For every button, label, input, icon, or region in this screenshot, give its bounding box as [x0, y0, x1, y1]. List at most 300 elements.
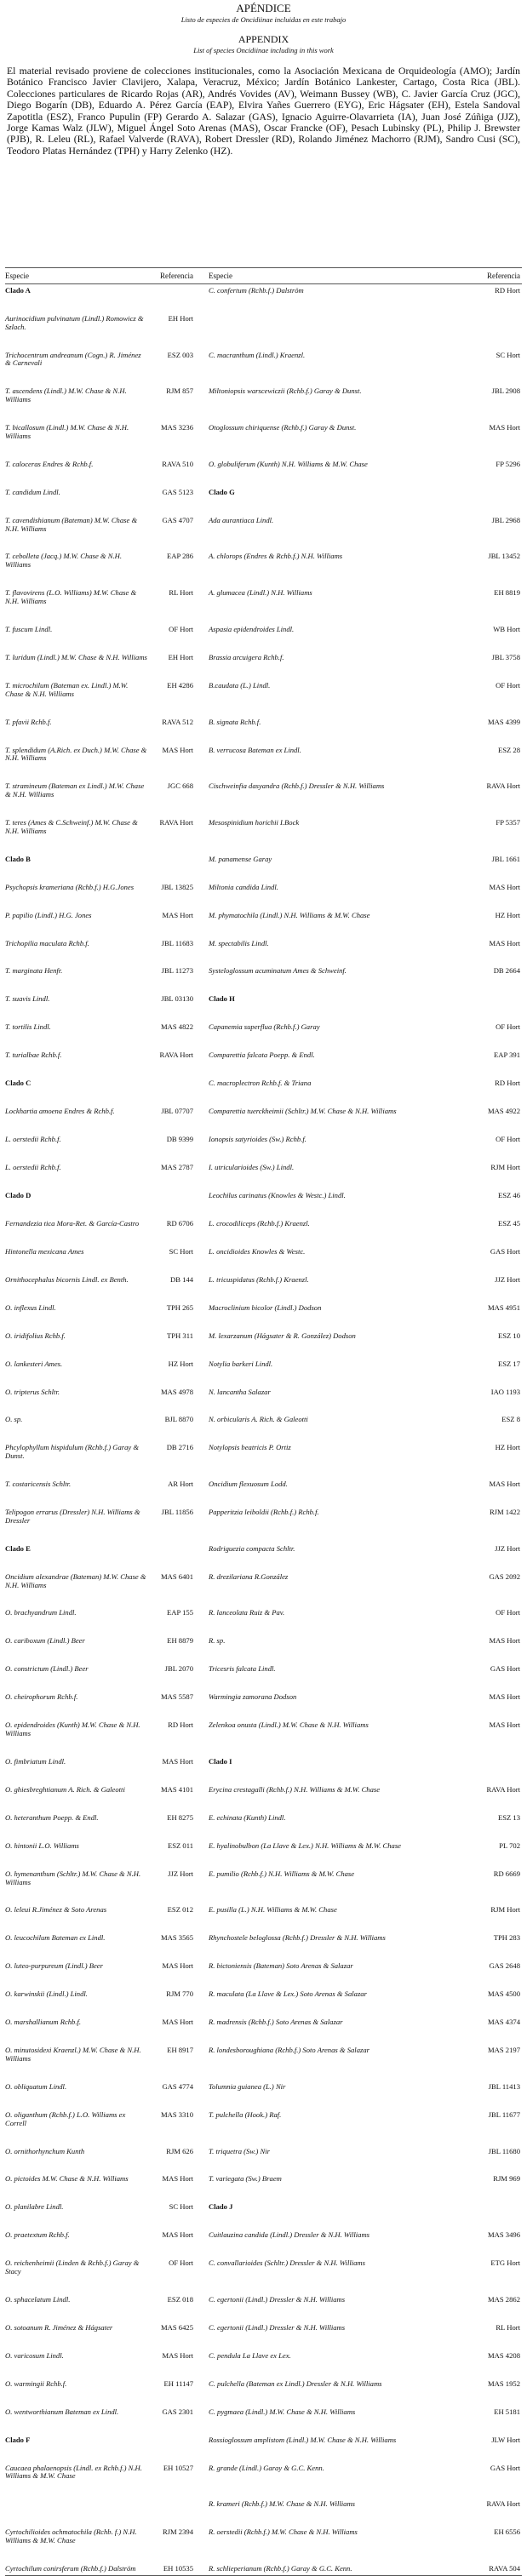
species-right: Oncidium flexuosum Lodd. [209, 1480, 288, 1489]
species-left: T. luridum (Lindl.) M.W. Chase & N.H. Williams [5, 652, 147, 661]
species-right: Systeloglossum acuminatum Ames & Schweinf. [209, 966, 347, 976]
reference-right: RAVA 504 [489, 2564, 520, 2573]
reference-left: DB 144 [170, 1274, 193, 1284]
species-right: M. panamense Garay [209, 854, 272, 863]
table-row [5, 654, 522, 662]
species-right: Clado H [209, 994, 235, 1004]
species-right: C. pendula La Llave ex Lex. [209, 2350, 291, 2360]
species-left: Caucaea phalaenopsis (Lindl. ex Rchb.f.) N.H. Williams & M.W. Chase [5, 2463, 142, 2481]
reference-left: MAS 6401 [161, 1571, 193, 1581]
table-row [5, 747, 522, 764]
species-right: Miltoniopsis warscewiczii (Rchb.f.) Garay & Dunst. [209, 386, 362, 396]
table-row [5, 1842, 522, 1851]
table-row [5, 2296, 522, 2304]
table-row [5, 287, 522, 295]
table-row [5, 1609, 522, 1617]
reference-left: RAVA Hort [159, 817, 193, 827]
table-row [5, 1164, 522, 1172]
species-left: O. hintonii L.O. Williams [5, 1840, 79, 1850]
species-right: Cischweinfia dasyandra (Rchb.f.) Dressler & N.H. Williams [209, 781, 385, 791]
species-right: E. echinata (Kunth) Lindl. [209, 1812, 286, 1822]
species-right: R. grande (Lindl.) Garay & G.C. Kenn. [209, 2463, 324, 2472]
intro-paragraph: El material revisado proviene de colecciones institucionales, como la Asociación Mexicana de Orquideología (AMO); Jardín Botánico Francisco Javier Clavijero, Xalapa, Veracruz, México; Jardín Botánico Lankester, Cartago, Costa Rica (JBL). Colecciones particulares de Ricardo Rojas (AR), Andrés Vovides (AV), Weimann Bussey (WB), C. Javier García Cruz (JGC), Diego Bogarín (DB), Eduardo A. Pérez García (EAP), Elvira Yañes Guerrero (EYG), Eric Hágsater (EH), Estela Sandoval Zapotitla (ESZ), Franco Pupulin (FP) Gerardo A. Salazar (GAS), Ignacio Aguirre-Olavarrieta (IA), Juan José Zúñiga (JJZ), Jorge Kamas Walz (JLW), Miguel Ángel Soto Arenas (MAS), Oscar Francke (OF), Pesach Lubinsky (PL), Philip J. Brewster (PJB), R. Leleu (RL), Rafael Valverde (RAVA), Robert Dressler (RD), Rolando Jiménez Machorro (RJM), Sandro Cusi (SC), Teodoro Platas Hernández (TPH) y Harry Zelenko (HZ). [7, 66, 520, 157]
species-right: Notylia barkeri Lindl. [209, 1359, 273, 1368]
species-right: Tolumnia guianea (L.) Nir [209, 2081, 286, 2091]
species-left: O. hymenanthum (Schltr.) M.W. Chase & N.H. Williams [5, 1869, 141, 1886]
reference-right [454, 995, 522, 1004]
species-left: T. stramineum (Bateman ex Lindl.) M.W. Chase & N.H. Williams [5, 781, 145, 799]
species-left: L. oerstedii Rchb.f. [5, 1135, 61, 1144]
reference-right: ESZ 45 [497, 1218, 520, 1228]
reference-left: JBL 13825 [161, 882, 193, 891]
reference-right: JBL 13452 [488, 552, 520, 561]
reference-right: ESZ 10 [497, 1331, 520, 1340]
species-left: Clado D [5, 1190, 32, 1199]
reference-right: ESZ 46 [497, 1190, 520, 1199]
reference-right: EH 8819 [494, 588, 520, 598]
species-right: T. triquetra (Sw.) Nir [209, 2146, 271, 2155]
species-left: O. cheirophorum Rchb.f. [5, 1692, 78, 1702]
reference-left: MAS 2787 [161, 1163, 193, 1172]
reference-left: RAVA Hort [159, 1050, 193, 1060]
species-left: Trichopilia maculata Rchb.f. [5, 938, 89, 947]
table-row [5, 2148, 522, 2156]
reference-right: MAS 2197 [488, 2046, 520, 2055]
species-right: C. pulchella (Bateman ex Lindl.) Dressler & N.H. Williams [209, 2379, 382, 2388]
reference-right: MAS 4399 [488, 717, 520, 726]
reference-left: JBL 03130 [161, 994, 193, 1004]
reference-right: WB Hort [493, 624, 520, 633]
species-left [5, 2500, 154, 2509]
reference-left: GAS 4707 [162, 515, 193, 524]
species-right: B. signata Rchb.f. [209, 717, 261, 726]
species-right: R. drezilariana R.González [209, 1571, 289, 1581]
table-row [5, 352, 522, 369]
reference-right: MAS Hort [489, 938, 520, 947]
species-left: T. turialbae Rchb.f. [5, 1050, 62, 1060]
species-left: O. epidendroides (Kunth) M.W. Chase & N.H. Williams [5, 1720, 140, 1738]
species-left: Fernandezia tica Mora-Ret. & García-Castro [5, 1218, 140, 1228]
species-right: R. maculata (La Llave & Lex.) Soto Arenas & Salazar [209, 1989, 367, 1999]
species-right: Rossioglossum amplistom (Lindl.) M.W. Chase & N.H. Williams [209, 2435, 397, 2444]
species-left: Clado F [5, 2435, 31, 2444]
reference-left: ESZ 018 [167, 2295, 193, 2304]
reference-left: EH Hort [168, 652, 193, 661]
table-row [5, 1637, 522, 1646]
reference-left: MAS Hort [162, 2350, 193, 2360]
table-row [5, 1721, 522, 1738]
species-left: O. leleui R.Jiménez & Soto Arenas [5, 1905, 107, 1915]
reference-right: MAS 4500 [488, 1989, 520, 1999]
table-row [5, 2018, 522, 2027]
reference-left: EH 8275 [167, 1812, 193, 1822]
table-row [5, 1304, 522, 1313]
reference-left: MAS Hort [162, 2230, 193, 2240]
table-row [5, 1990, 522, 1999]
species-right: Clado J [209, 2202, 233, 2212]
species-right: L. crocodiliceps (Rchb.f.) Kraenzl. [209, 1218, 310, 1228]
reference-left: EAP 286 [167, 552, 193, 561]
reference-right: ESZ 28 [497, 745, 520, 754]
reference-left [154, 856, 202, 864]
table-row [5, 2111, 522, 2128]
header-reference-right: Referencia [487, 272, 520, 280]
table-row [5, 1814, 522, 1823]
species-left: T. microchilum (Bateman ex. Lindl.) M.W. Chase & N.H. Williams [5, 680, 129, 698]
species-left: T. flavovirens (L.O. Williams) M.W. Chase & N.H. Williams [5, 588, 137, 606]
reference-right: MAS 1952 [488, 2379, 520, 2388]
table-row [5, 1962, 522, 1971]
reference-left: JGC 668 [167, 781, 193, 791]
reference-left: RD Hort [168, 1720, 193, 1730]
table-row [5, 2259, 522, 2276]
reference-right: MAS 4951 [488, 1302, 520, 1312]
species-right: Rhynchostele beloglossa (Rchb.f.) Dressler & N.H. Williams [209, 1933, 386, 1943]
reference-left: SC Hort [169, 2202, 193, 2212]
species-right: T. pulchella (Hook.) Raf. [209, 2109, 282, 2119]
reference-left: MAS 4822 [161, 1022, 193, 1032]
reference-left: MAS 3565 [161, 1933, 193, 1943]
species-left: O. tripterus Schltr. [5, 1387, 60, 1396]
header-reference-left: Referencia [160, 272, 193, 280]
species-left: O. heteranthum Poepp. & Endl. [5, 1812, 99, 1822]
species-left: O. marshallianum Rchb.f. [5, 2018, 82, 2027]
reference-right: EH 6556 [494, 2527, 520, 2537]
table-row [5, 2352, 522, 2361]
species-left: Telipogon errarus (Dressler) N.H. Williams & Dressler [5, 1508, 140, 1525]
species-left: O. luteo-purpureum (Lindl.) Beer [5, 1961, 103, 1971]
species-left: O. varicosum Lindl. [5, 2350, 64, 2360]
species-left: O. lankesteri Ames. [5, 1359, 63, 1368]
reference-right: EAP 391 [494, 1050, 520, 1060]
reference-left [154, 1545, 202, 1554]
reference-left: TPH 265 [166, 1302, 193, 1312]
species-right: R. londesboroughiana (Rchb.f.) Soto Arenas & Salazar [209, 2046, 369, 2055]
table-row [5, 489, 522, 497]
reference-right: FP 5296 [495, 459, 520, 468]
reference-right: ESZ 8 [501, 1415, 520, 1424]
table-row [5, 424, 522, 441]
table-row [5, 1023, 522, 1032]
reference-left: GAS 2301 [162, 2407, 193, 2416]
header-species-right: Especie [209, 272, 232, 280]
reference-right: JLW Hort [491, 2435, 520, 2444]
reference-right [454, 489, 522, 497]
species-right: Ionopsis satyrioides (Sw.) Rchb.f. [209, 1135, 306, 1144]
reference-left: EH 8879 [167, 1636, 193, 1646]
reference-right: DB 2664 [493, 966, 520, 976]
table-row [5, 2528, 522, 2545]
species-right: Otoglossum chiriquense (Rchb.f.) Garay & Dunst. [209, 423, 357, 432]
species-right: Rodriguezia compacta Schltr. [209, 1543, 295, 1553]
appendix-subtitle-en: List of species Oncidiinae including in this work [193, 46, 334, 54]
species-right: B. verrucosa Bateman ex Lindl. [209, 745, 301, 754]
table-row [5, 1934, 522, 1943]
table-row [5, 1051, 522, 1060]
reference-left: SC Hort [169, 1246, 193, 1256]
table-row [5, 517, 522, 534]
species-left: O. sotoanum R. Jiménez & Hágsater [5, 2322, 113, 2332]
reference-right: MAS 2862 [488, 2295, 520, 2304]
species-left: O. brachyandrum Lindl. [5, 1608, 77, 1617]
reference-left: MAS Hort [162, 2174, 193, 2184]
reference-right: MAS Hort [489, 882, 520, 891]
table-row [5, 1360, 522, 1369]
species-left: Clado A [5, 286, 31, 295]
species-left: T. costaricensis Schltr. [5, 1480, 72, 1489]
table-row [5, 2324, 522, 2333]
table-row [5, 1108, 522, 1116]
table-row [5, 387, 522, 404]
reference-right: MAS 4922 [488, 1107, 520, 1116]
reference-right: RJM Hort [490, 1905, 520, 1915]
reference-left: MAS 3236 [161, 423, 193, 432]
species-right: R. sp. [209, 1636, 226, 1646]
table-row [5, 782, 522, 799]
table-row [5, 1545, 522, 1554]
reference-left: GAS 5123 [162, 487, 193, 496]
species-right: C. macranthum (Lindl.) Kraenzl. [209, 350, 306, 359]
table-row [5, 1388, 522, 1397]
reference-right: RD 6669 [493, 1869, 520, 1878]
species-left: Phcylophyllum hispidulum (Rchb.f.) Garay & Dunst. [5, 1443, 140, 1461]
reference-left: EH Hort [168, 313, 193, 323]
table-row [5, 718, 522, 727]
reference-left: JBL 11856 [161, 1508, 193, 1517]
table-row [5, 884, 522, 892]
reference-left: MAS 6425 [161, 2322, 193, 2332]
species-left: Hintonella mexicana Ames [5, 1246, 84, 1256]
reference-right: ESZ 17 [497, 1359, 520, 1368]
species-left: T. marginata Henfr. [5, 966, 63, 976]
table-row [5, 1870, 522, 1887]
table-row [5, 1192, 522, 1200]
table-row [5, 1220, 522, 1228]
species-left: O. oliganthum (Rchb.f.) L.O. Williams ex Correll [5, 2109, 126, 2127]
species-right: Leochilus carinatus (Knowles & Westc.) Lindl. [209, 1190, 346, 1199]
species-left: T. bicallosum (Lindl.) M.W. Chase & N.H. Williams [5, 423, 129, 440]
species-right: R. schlieperianum (Rchb.f.) Garay & G.C. Kenn. [209, 2564, 352, 2573]
reference-left: MAS Hort [162, 910, 193, 919]
table-row [5, 461, 522, 469]
table-row [5, 912, 522, 920]
species-left: Aurinocidium pulvinatum (Lindl.) Romowicz & Szlach. [5, 313, 144, 331]
reference-right: RL Hort [495, 2322, 520, 2332]
species-right: N. lancantha Salazar [209, 1387, 271, 1396]
table-row [5, 626, 522, 634]
reference-right: RAVA Hort [486, 1784, 520, 1794]
species-right: Comparettia falcata Poepp. & Endl. [209, 1050, 315, 1060]
species-left: T. teres (Ames & C.Schweinf.) M.W. Chase & N.H. Williams [5, 817, 138, 835]
reference-left: MAS 3310 [161, 2109, 193, 2119]
table-row [5, 2175, 522, 2184]
species-right [202, 315, 454, 332]
table-row [5, 2408, 522, 2417]
reference-left: RD 6706 [166, 1218, 193, 1228]
reference-left: ESZ 003 [167, 350, 193, 359]
reference-left: BJL 8870 [164, 1415, 193, 1424]
species-left: O. obliquatum Lindl. [5, 2081, 67, 2091]
reference-right: JBL 2968 [491, 515, 520, 524]
table-row [5, 1416, 522, 1424]
reference-right: MAS 4208 [488, 2350, 520, 2360]
reference-left [154, 2436, 202, 2445]
species-right: C. egertonii (Lindl.) Dressler & N.H. Williams [209, 2322, 346, 2332]
reference-left: HZ Hort [168, 1359, 193, 1368]
reference-left: RJM 857 [166, 386, 193, 396]
reference-left: EH 4286 [167, 680, 193, 690]
species-right: N. orbicularis A. Rich. & Galeotti [209, 1415, 308, 1424]
species-right: E. pusilla (L.) N.H. Williams & M.W. Chase [209, 1905, 337, 1915]
species-left: Oncidium alexandrae (Bateman) M.W. Chase & N.H. Williams [5, 1571, 146, 1589]
reference-left: RAVA 510 [162, 459, 193, 468]
species-left: Clado C [5, 1079, 32, 1088]
reference-right: MAS 3496 [488, 2230, 520, 2240]
species-left: O. warmingii Rchb.f. [5, 2379, 67, 2388]
table-row [5, 2500, 522, 2509]
reference-left: MAS Hort [162, 745, 193, 754]
reference-left [154, 287, 202, 295]
reference-right: RJM 1422 [489, 1508, 520, 1517]
species-left: Clado E [5, 1543, 31, 1553]
table-row [5, 1693, 522, 1702]
species-right: R. krameri (Rchb.f.) M.W. Chase & N.H. Williams [209, 2499, 356, 2509]
reference-left: EH 8917 [167, 2046, 193, 2055]
species-right: C. egertonii (Lindl.) Dressler & N.H. Williams [209, 2295, 346, 2304]
reference-right: JBL 1661 [491, 854, 520, 863]
species-left: T. suavis Lindl. [5, 994, 50, 1004]
species-right: R. madrensis (Rchb.f.) Soto Arenas & Salazar [209, 2018, 343, 2027]
species-left: O. ghiesbreghtianum A. Rich. & Galeotti [5, 1784, 125, 1794]
table-row [5, 1136, 522, 1144]
reference-right: JBL 11680 [488, 2146, 520, 2155]
species-table [5, 267, 522, 2576]
species-left: T. ascendens (Lindl.) M.W. Chase & N.H. Williams [5, 386, 127, 404]
reference-left: DB 9399 [166, 1135, 193, 1144]
species-left: T. candidum Lindl. [5, 487, 60, 496]
reference-right: MAS Hort [489, 1720, 520, 1730]
reference-left: MAS Hort [162, 1961, 193, 1971]
table-row [5, 856, 522, 864]
reference-left [154, 2500, 202, 2509]
reference-left: MAS 4101 [161, 1784, 193, 1794]
reference-left: OF Hort [169, 2258, 193, 2268]
table-row [5, 1276, 522, 1285]
reference-right [454, 1758, 522, 1766]
reference-right: GAS 2092 [489, 1571, 520, 1581]
species-left: O. karwinskii (Lindl.) Lindl. [5, 1989, 88, 1999]
species-right: Erycina crestagalli (Rchb.f.) N.H. Williams & M.W. Chase [209, 1784, 381, 1794]
species-right: M. spectabilis Lindl. [209, 938, 269, 947]
species-left: O. fimbriatum Lindl. [5, 1756, 66, 1766]
species-left: Ornithocephalus bicornis Lindl. ex Benth. [5, 1274, 129, 1284]
species-left: O. ornithorhynchum Kunth [5, 2146, 85, 2155]
reference-right: GAS Hort [490, 1246, 520, 1256]
reference-left: RJM 626 [166, 2146, 193, 2155]
species-left: O. minutosidexi Kraenzl.) M.W. Chase & N.H. Williams [5, 2046, 141, 2063]
reference-right: GAS 2648 [489, 1961, 520, 1971]
species-left: T. fuscum Lindl. [5, 624, 53, 633]
reference-left: ESZ 011 [168, 1840, 193, 1850]
table-row [5, 2380, 522, 2389]
species-left: T. cebolleta (Jacq.) M.W. Chase & N.H. Williams [5, 552, 122, 570]
table-row [5, 2464, 522, 2482]
species-right: L. tricuspidatus (Rchb.f.) Kraenzl. [209, 1274, 309, 1284]
table-row [5, 682, 522, 699]
reference-right: RD Hort [495, 1079, 520, 1088]
species-left: O. sp. [5, 1415, 23, 1424]
reference-left: JBL 11683 [161, 938, 193, 947]
table-row [5, 1508, 522, 1526]
table-row [5, 819, 522, 836]
species-right: Mesospinidium horichii I.Bock [209, 817, 300, 827]
reference-right: RD Hort [495, 286, 520, 295]
table-row [5, 2436, 522, 2445]
species-right: L. oncidioides Knowles & Westc. [209, 1246, 306, 1256]
species-right: R. bictoniensis (Bateman) Soto Arenas & Salazar [209, 1961, 353, 1971]
reference-right: GAS Hort [490, 2463, 520, 2472]
species-right: A. glumacea (Lindl.) N.H. Williams [209, 588, 312, 598]
species-left: Cyrtochilum conirsferum (Rchb.f.) Dalström [5, 2564, 136, 2573]
appendix-subtitle-es: Listo de especies de Oncidiinae incluidas en este trabajo [180, 15, 347, 24]
reference-right: PL 702 [499, 1840, 520, 1850]
species-right: M. lexarzanum (Hágsater & R. González) Dodson [209, 1331, 356, 1340]
table-row [5, 1786, 522, 1795]
species-right: C. macroplectron Rchb.f. & Triana [209, 1079, 312, 1088]
species-left: Cyrtochilioides ochmatochila (Rchb. f.) N.H. Williams & M.W. Chase [5, 2527, 137, 2545]
species-right: A. chlorops (Endres & Rchb.f.) N.H. Williams [209, 552, 343, 561]
reference-left: JJZ Hort [168, 1869, 193, 1878]
species-right: Tricesris falcata Lindl. [209, 1664, 276, 1674]
reference-right: MAS Hort [489, 423, 520, 432]
reference-right: MAS Hort [489, 1636, 520, 1646]
species-right: Brassia arcuigera Rchb.f. [209, 652, 284, 661]
table-row [5, 1079, 522, 1088]
species-right: Papperitzia leiboldii (Rchb.f.) Rchb.f. [209, 1508, 319, 1517]
reference-left: MAS Hort [162, 2018, 193, 2027]
species-right: Notylopsis beatricis P. Ortiz [209, 1443, 291, 1452]
appendix-title-en: APPENDIX [238, 33, 289, 45]
reference-right: JBL 2908 [491, 386, 520, 396]
species-left: O. leucochilum Bateman ex Lindl. [5, 1933, 106, 1943]
species-right: B.caudata (L.) Lindl. [209, 680, 271, 690]
table-body [5, 284, 522, 2575]
table-row [5, 1248, 522, 1257]
table-header [5, 268, 522, 283]
species-left: O. constrictum (Lindl.) Beer [5, 1664, 89, 1674]
species-left: O. cariboxum (Lindl.) Beer [5, 1636, 85, 1646]
table-row [5, 1444, 522, 1461]
reference-right: EH 5181 [494, 2407, 520, 2416]
table-row [5, 2565, 522, 2573]
reference-right: FP 5357 [495, 817, 520, 827]
species-right: Warmingia zamorana Dodson [209, 1692, 297, 1702]
reference-right: MAS Hort [489, 1692, 520, 1702]
species-right: O. globuliferum (Kunth) N.H. Williams & M.W. Chase [209, 459, 368, 468]
species-right: Comparettia tuerckheimii (Schltr.) M.W. Chase & N.H. Williams [209, 1107, 397, 1116]
species-right: R. oerstedii (Rchb.f.) M.W. Chase & N.H. Williams [209, 2527, 358, 2537]
reference-left: MAS 4978 [161, 1387, 193, 1396]
reference-right: HZ Hort [495, 910, 520, 919]
species-right: R. lanceolata Ruiz & Pav. [209, 1608, 285, 1617]
reference-right: JJZ Hort [495, 1543, 520, 1553]
species-right: Ada aurantiaca Lindl. [209, 515, 274, 524]
reference-left: EAP 155 [167, 1608, 193, 1617]
reference-right: ESZ 13 [497, 1812, 520, 1822]
reference-right: JBL 11677 [488, 2109, 520, 2119]
species-right: E. pumilio (Rchb.f.) N.H. Williams & M.W. Chase [209, 1869, 355, 1878]
reference-right [454, 315, 522, 332]
